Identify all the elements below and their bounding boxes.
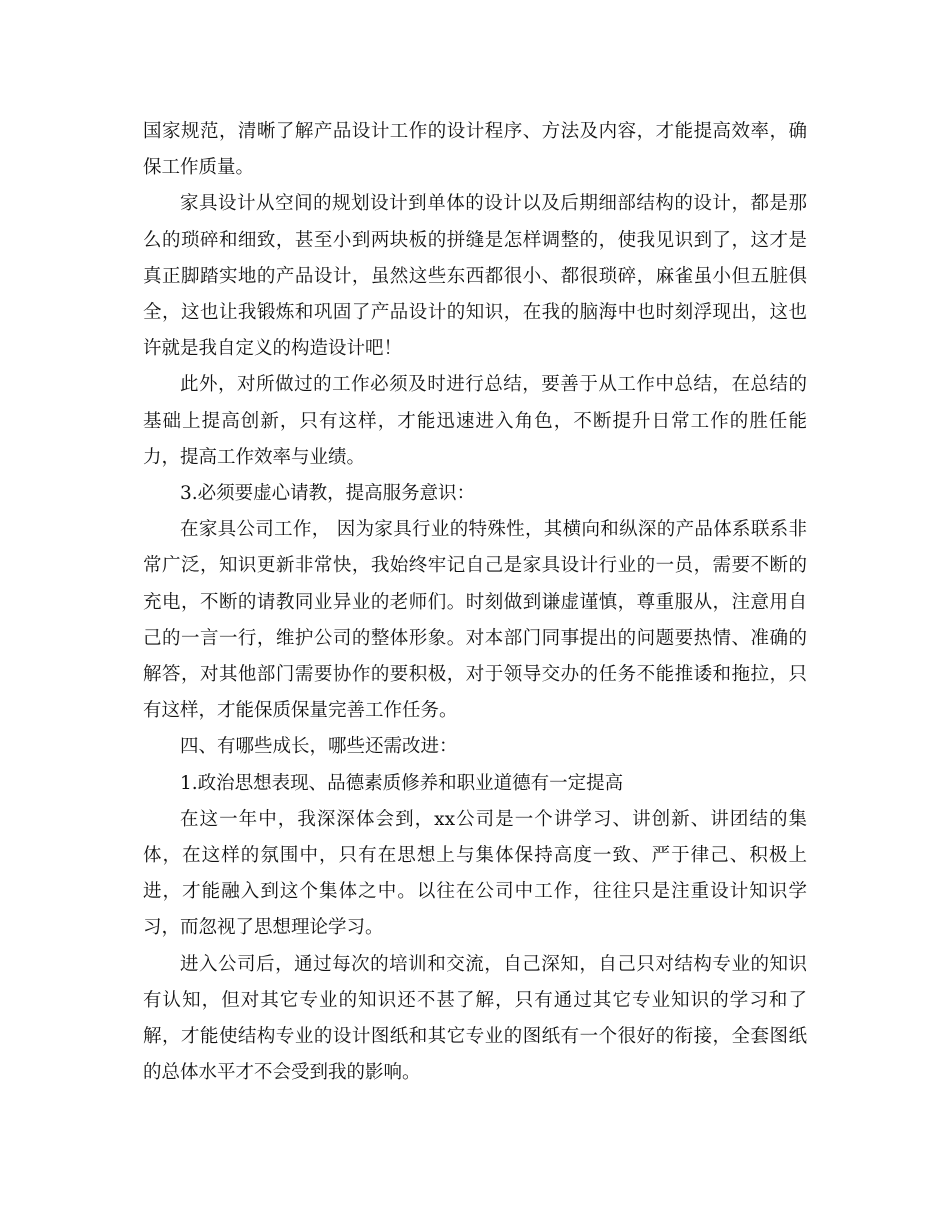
heading-political-thought: 1.政治思想表现、品德素质修养和职业道德有一定提高: [180, 772, 624, 794]
paragraph-this-year: 在这一年中，我深深体会到，xx公司是一个讲学习、讲创新、讲团结的集体，在这样的氛围中，只有在思想上与集体保持高度一致、严于律己、积极上进，才能融入到这个集体之中。以往在公司中工作，往往只是注重设计知识学习，而忽视了思想理论学习。: [143, 808, 807, 939]
heading-growth: 四、有哪些成长，哪些还需改进：: [180, 736, 458, 758]
paragraph-summary: 此外，对所做过的工作必须及时进行总结，要善于从工作中总结，在总结的基础上提高创新，只有这样，才能迅速进入角色，不断提升日常工作的胜任能力，提高工作效率与业绩。: [143, 374, 807, 468]
document-body: [143, 114, 807, 1091]
heading-humble-learning: 3.必须要虚心请教，提高服务意识：: [180, 483, 476, 505]
paragraph-furniture-design: 家具设计从空间的规划设计到单体的设计以及后期细部结构的设计，都是那么的琐碎和细致，甚至小到两块板的拼缝是怎样调整的，使我见识到了，这才是真正脚踏实地的产品设计，虽然这些东西都很小、都很琐碎，麻雀虽小但五脏俱全，这也让我锻炼和巩固了产品设计的知识，在我的脑海中也时刻浮现出，这也许就是我自定义的构造设计吧！: [143, 193, 807, 360]
paragraph-continuation: 国家规范，清晰了解产品设计工作的设计程序、方法及内容，才能提高效率，确保工作质量。: [143, 121, 807, 179]
paragraph-company-work: 在家具公司工作， 因为家具行业的特殊性，其横向和纵深的产品体系联系非常广泛，知识更新非常快，我始终牢记自己是家具设计行业的一员，需要不断的充电，不断的请教同业异业的老师们。时刻做到谦虚谨慎，尊重服从，注意用自己的一言一行，维护公司的整体形象。对本部门同事提出的问题要热情、准确的解答，对其他部门需要协作的要积极，对于领导交办的任务不能推诿和拖拉，只有这样，才能保质保量完善工作任务。: [143, 519, 807, 722]
paragraph-after-joining: 进入公司后，通过每次的培训和交流，自己深知，自己只对结构专业的知识有认知，但对其它专业的知识还不甚了解，只有通过其它专业知识的学习和了解，才能使结构专业的设计图纸和其它专业的图纸有一个很好的衔接，全套图纸的总体水平才不会受到我的影响。: [143, 953, 807, 1084]
